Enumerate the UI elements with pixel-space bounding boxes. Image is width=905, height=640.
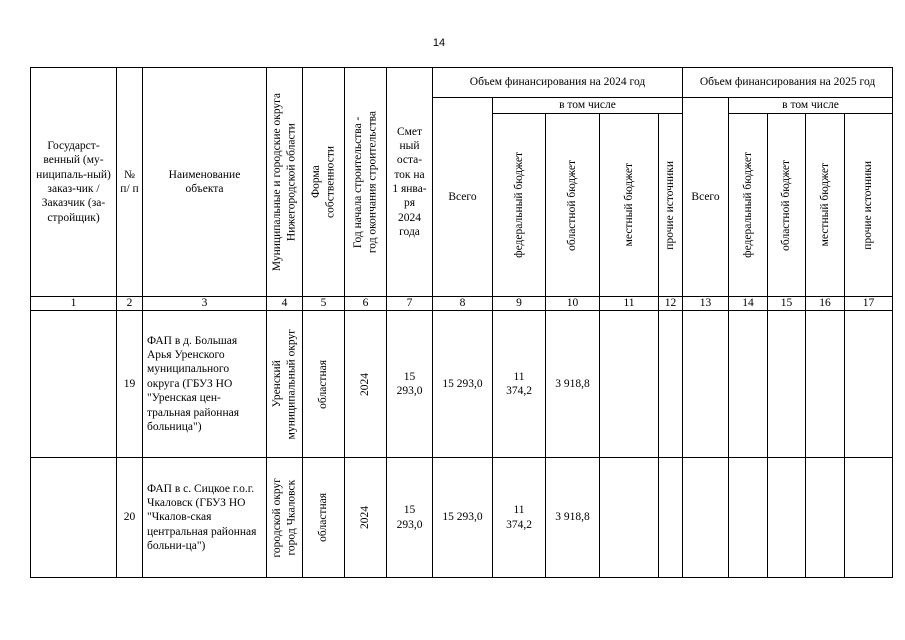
cell-district-line2: город Чкаловск [285,479,298,556]
cell-regional-2024: 3 918,8 [546,458,600,578]
header-years [345,68,387,297]
column-number: 3 [143,297,267,311]
column-number: 13 [683,297,729,311]
header-regional-2025: областной бюджет [768,114,806,297]
header-including-2024: в том числе [493,98,683,114]
cell-other-2025 [845,311,893,458]
cell-federal-2025 [729,311,768,458]
column-number: 10 [546,297,600,311]
cell-other-2025 [845,458,893,578]
cell-ownership: областная [303,311,345,458]
column-number: 16 [806,297,845,311]
cell-balance: 15 293,0 [387,311,433,458]
header-customer: Государст-венный (му-ниципаль-ный) заказ-чик / Заказчик (за-стройщик) [31,68,117,297]
header-years-line2: год окончания строительства [366,110,379,254]
cell-federal-2025 [729,458,768,578]
page-number: 14 [432,37,446,49]
header-num: № п/ п [117,68,143,297]
table-row [31,311,893,458]
column-number: 8 [433,297,493,311]
cell-local-2024 [600,311,659,458]
column-numbers-row [31,297,893,311]
cell-regional-2025 [768,311,806,458]
cell-total-2024: 15 293,0 [433,458,493,578]
header-regional-2024: областной бюджет [546,114,600,297]
header-total-2024: Всего [433,98,493,297]
column-number: 6 [345,297,387,311]
cell-federal-2024: 11 374,2 [493,458,546,578]
header-local-2025: местный бюджет [806,114,845,297]
cell-regional-2025 [768,458,806,578]
header-district-line2: Нижегородской области [285,123,298,241]
header-ownership [303,68,345,297]
header-including-2025: в том числе [729,98,893,114]
column-number: 14 [729,297,768,311]
cell-total-2024: 15 293,0 [433,311,493,458]
column-number: 5 [303,297,345,311]
column-number: 11 [600,297,659,311]
cell-customer [31,311,117,458]
header-other-2024: прочие источники [659,114,683,297]
column-number: 1 [31,297,117,311]
cell-object: ФАП в д. Большая Арья Уренского муниципального округа (ГБУЗ НО "Уренская цен-тральная районная больница") [143,311,267,458]
header-district-line1: Муниципальные и городские округа [271,92,284,272]
column-number: 4 [267,297,303,311]
header-years-line1: Год начала строительства - [352,116,365,248]
cell-num: 19 [117,311,143,458]
header-fin-2025: Объем финансирования на 2025 год [683,68,893,98]
cell-num: 20 [117,458,143,578]
header-district [267,68,303,297]
cell-local-2025 [806,458,845,578]
header-ownership-line2: собственности [324,146,337,218]
cell-local-2025 [806,311,845,458]
cell-district-line2: муниципальный округ [285,328,298,440]
header-object-name: Наименование объекта [143,68,267,297]
cell-total-2025 [683,311,729,458]
cell-district [267,458,303,578]
table-row [31,458,893,578]
cell-regional-2024: 3 918,8 [546,311,600,458]
cell-district-line1: городской округ [271,477,284,558]
cell-local-2024 [600,458,659,578]
column-number: 2 [117,297,143,311]
header-total-2025: Всего [683,98,729,297]
cell-year: 2024 [345,458,387,578]
header-federal-2024: федеральный бюджет [493,114,546,297]
header-other-2025: прочие источники [845,114,893,297]
column-number: 7 [387,297,433,311]
cell-district-line1: Уренский [271,360,284,408]
column-number: 15 [768,297,806,311]
cell-object: ФАП в с. Сицкое г.о.г. Чкаловск (ГБУЗ НО "Чкалов-ская центральная районная больни-ца") [143,458,267,578]
cell-other-2024 [659,458,683,578]
column-number: 12 [659,297,683,311]
financing-table [30,67,893,578]
cell-total-2025 [683,458,729,578]
column-number: 9 [493,297,546,311]
header-balance: Смет ный оста-ток на 1 янва-ря 2024 года [387,68,433,297]
header-local-2024: местный бюджет [600,114,659,297]
column-number: 17 [845,297,893,311]
header-ownership-line1: Форма [310,165,323,199]
cell-district [267,311,303,458]
cell-other-2024 [659,311,683,458]
header-fin-2024: Объем финансирования на 2024 год [433,68,683,98]
cell-balance: 15 293,0 [387,458,433,578]
cell-customer [31,458,117,578]
header-federal-2025: федеральный бюджет [729,114,768,297]
cell-ownership: областная [303,458,345,578]
cell-year: 2024 [345,311,387,458]
cell-federal-2024: 11 374,2 [493,311,546,458]
